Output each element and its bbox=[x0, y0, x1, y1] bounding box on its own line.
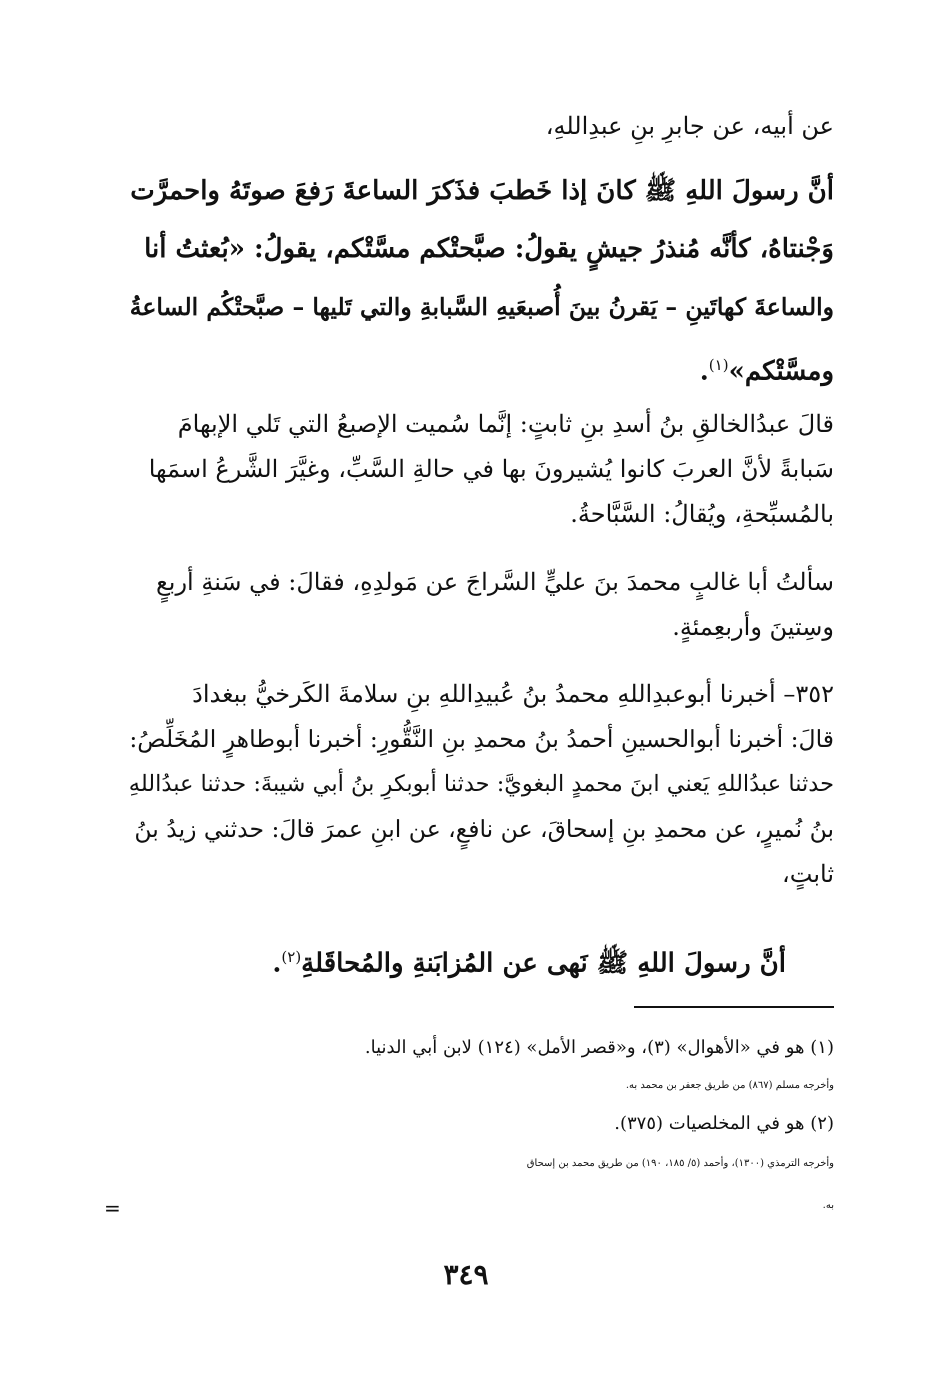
paragraph-line: قالَ عبدُالخالقِ بنُ أسدِ بنِ ثابتٍ: إنَّما سُميت الإصبعُ التي تَلي الإبهامَ bbox=[177, 410, 834, 438]
paragraph-line: حدثنا عبدُاللهِ يَعني ابنَ محمدٍ البغويَّ: حدثنا أبوبكرِ بنُ أبي شيبةَ: حدثنا عبدُاللهِ bbox=[128, 771, 834, 797]
paragraph-line: قالَ: أخبرنا أبوالحسينِ أحمدُ بنُ محمدِ بنِ النَّقُّورِ: أخبرنا أبوطاهرٍ المُخَلِّصُ: bbox=[129, 725, 834, 753]
footnote-2-line-1: (٢) هو في المخلصيات (٣٧٥). bbox=[614, 1113, 834, 1134]
hadith-1-end: . bbox=[699, 356, 709, 387]
paragraph-line: بنُ نُميرٍ، عن محمدِ بنِ إسحاقَ، عن نافعٍ، عن ابنِ عمرَ قالَ: حدثني زيدُ بنُ bbox=[134, 815, 834, 843]
footnote-1-line-2: وأخرجه مسلم (٨٦٧) من طريق جعفر بن محمد به. bbox=[625, 1080, 834, 1091]
paragraph-line: سألتُ أبا غالبٍ محمدَ بنَ عليٍّ السَّراجَ عن مَولدِهِ، فقالَ: في سَنةِ أربعٍ bbox=[155, 568, 834, 596]
hadith-2-end: . bbox=[272, 948, 282, 979]
footnote-1-line-1: (١) هو في «الأهوال» (٣)، و«قصر الأمل» (١٢٤) لابن أبي الدنيا. bbox=[364, 1037, 834, 1058]
page-number: ٣٤٩ bbox=[443, 1258, 489, 1291]
paragraph-abdulkhaliq bbox=[128, 402, 834, 537]
hadith-1-line: وَجْنتاهُ، كأنَّه مُنذرُ جيشٍ يقولُ: صبَّحتْكم مسَّتْكم، يقولُ: «بُعثتُ أنا bbox=[144, 234, 834, 264]
paragraph-line: سَبابةً لأنَّ العربَ كانوا يُشيرونَ بها في حالةِ السَّبِّ، وغيَّرَ الشَّرعُ اسمَها bbox=[148, 455, 834, 483]
footnote-2-line-3: به. bbox=[822, 1200, 834, 1211]
continuation-mark: = bbox=[104, 1196, 121, 1220]
paragraph-352 bbox=[128, 672, 834, 897]
footnote-ref-2: (٢) bbox=[281, 948, 302, 966]
hadith-1-line: والساعةَ كهاتَينِ – يَقرنُ بينَ أُصبعَيهِ السَّبابةِ والتي تَليها – صبَّحتْكُم الساعةُ bbox=[129, 293, 834, 321]
hadith-2 bbox=[128, 928, 834, 993]
footnote-2-line-2: وأخرجه الترمذي (١٣٠٠)، وأحمد (٥/ ١٨٥، ١٩٠) من طريق محمد بن إسحاق bbox=[526, 1158, 834, 1169]
intro-text: عن أبيه، عن جابرِ بنِ عبدِاللهِ، bbox=[545, 112, 834, 140]
footnote-ref-1: (١) bbox=[708, 356, 729, 374]
hadith-2-text: أنَّ رسولَ اللهِ ﷺ نَهى عن المُزابَنةِ والمُحاقَلةِ bbox=[301, 948, 786, 979]
hadith-2-line bbox=[128, 928, 834, 993]
hadith-1 bbox=[128, 162, 834, 401]
paragraph-line: ثابتٍ، bbox=[782, 860, 834, 888]
paragraph-birth bbox=[128, 560, 834, 650]
paragraph-line: وسِتينَ وأربعِمئةٍ. bbox=[672, 613, 834, 641]
hadith-1-line: أنَّ رسولَ اللهِ ﷺ كانَ إذا خَطبَ فذَكرَ الساعةَ رَفعَ صوتَهُ واحمرَّت bbox=[130, 176, 834, 206]
paragraph-line: ٣٥٢– أخبرنا أبوعبدِاللهِ محمدُ بنُ عُبيدِاللهِ بنِ سلامةَ الكَرخيُّ ببغدادَ bbox=[192, 680, 834, 708]
paragraph-line: بالمُسبِّحةِ، ويُقالُ: السَّبَّاحةُ. bbox=[570, 500, 834, 528]
hadith-1-line: ومسَّتْكم» bbox=[728, 356, 834, 387]
hadith-1-line-last bbox=[128, 336, 834, 401]
intro-line bbox=[128, 104, 834, 149]
footnote-separator bbox=[634, 1006, 834, 1008]
